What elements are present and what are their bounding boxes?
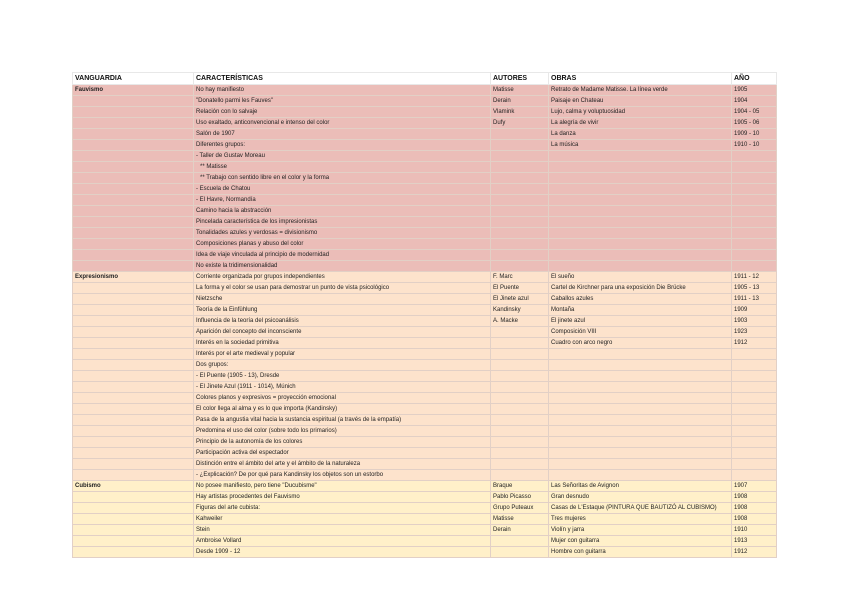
autor-cell: El Puente	[491, 283, 549, 294]
anio-cell	[732, 206, 777, 217]
caracteristica-cell: Pincelada característica de los impresionistas	[194, 217, 491, 228]
vanguardia-cell	[73, 327, 194, 338]
header-anio: AÑO	[732, 73, 777, 85]
obra-cell	[549, 437, 732, 448]
obra-cell: El sueño	[549, 272, 732, 283]
autor-cell	[491, 206, 549, 217]
obra-cell: Mujer con guitarra	[549, 536, 732, 547]
table-row	[73, 129, 777, 140]
vanguardia-cell	[73, 206, 194, 217]
table-row	[73, 470, 777, 481]
anio-cell: 1911 - 12	[732, 272, 777, 283]
obra-cell	[549, 206, 732, 217]
table-row	[73, 206, 777, 217]
obra-cell	[549, 382, 732, 393]
obra-cell: El jinete azul	[549, 316, 732, 327]
autor-cell	[491, 184, 549, 195]
anio-cell: 1908	[732, 514, 777, 525]
anio-cell	[732, 349, 777, 360]
caracteristica-cell: Nietzsche	[194, 294, 491, 305]
caracteristica-cell: Uso exaltado, anticonvencional e intenso del color	[194, 118, 491, 129]
autor-cell	[491, 338, 549, 349]
anio-cell	[732, 371, 777, 382]
vanguardia-cell	[73, 448, 194, 459]
anio-cell: 1911 - 13	[732, 294, 777, 305]
autor-cell: Derain	[491, 96, 549, 107]
vanguardia-cell	[73, 371, 194, 382]
anio-cell: 1912	[732, 338, 777, 349]
autor-cell: F. Marc	[491, 272, 549, 283]
vanguardia-cell	[73, 239, 194, 250]
vanguardia-cell	[73, 426, 194, 437]
vanguardia-cell	[73, 261, 194, 272]
vanguardia-cell	[73, 316, 194, 327]
anio-cell	[732, 250, 777, 261]
caracteristica-cell: Stein	[194, 525, 491, 536]
caracteristica-cell: Diferentes grupos:	[194, 140, 491, 151]
table-row	[73, 371, 777, 382]
anio-cell	[732, 470, 777, 481]
table-row	[73, 173, 777, 184]
caracteristica-cell: Composiciones planas y abuso del color	[194, 239, 491, 250]
anio-cell	[732, 426, 777, 437]
obra-cell	[549, 239, 732, 250]
autor-cell	[491, 129, 549, 140]
table-row	[73, 283, 777, 294]
header-obras: OBRAS	[549, 73, 732, 85]
table-row	[73, 294, 777, 305]
anio-cell	[732, 459, 777, 470]
autor-cell	[491, 239, 549, 250]
caracteristica-cell: Relación con lo salvaje	[194, 107, 491, 118]
anio-cell	[732, 360, 777, 371]
vanguardia-cell	[73, 470, 194, 481]
caracteristica-cell: Camino hacia la abstracción	[194, 206, 491, 217]
caracteristica-cell: El color llega al alma y es lo que importa (Kandinsky)	[194, 404, 491, 415]
vanguardia-cell	[73, 151, 194, 162]
caracteristica-cell: Interés en la sociedad primitiva	[194, 338, 491, 349]
anio-cell: 1909 - 10	[732, 129, 777, 140]
autor-cell	[491, 470, 549, 481]
anio-cell	[732, 437, 777, 448]
vanguardia-cell	[73, 140, 194, 151]
autor-cell: Vlamink	[491, 107, 549, 118]
anio-cell	[732, 162, 777, 173]
autor-cell	[491, 195, 549, 206]
vanguardia-cell	[73, 415, 194, 426]
table-row	[73, 459, 777, 470]
caracteristica-cell: "Donatello parmi les Fauves"	[194, 96, 491, 107]
table-row	[73, 448, 777, 459]
autor-cell	[491, 217, 549, 228]
autor-cell: Dufy	[491, 118, 549, 129]
caracteristica-cell: Figuras del arte cubista:	[194, 503, 491, 514]
vanguardia-cell	[73, 492, 194, 503]
autor-cell: Matisse	[491, 514, 549, 525]
table-row	[73, 393, 777, 404]
table-row	[73, 217, 777, 228]
caracteristica-cell: Aparición del concepto del inconsciente	[194, 327, 491, 338]
vanguardia-cell	[73, 129, 194, 140]
table-row	[73, 437, 777, 448]
caracteristica-cell: - Taller de Gustav Moreau	[194, 151, 491, 162]
vanguardia-cell	[73, 393, 194, 404]
anio-cell: 1910	[732, 525, 777, 536]
obra-cell: Hombre con guitarra	[549, 547, 732, 558]
anio-cell: 1912	[732, 547, 777, 558]
obra-cell	[549, 162, 732, 173]
obra-cell	[549, 459, 732, 470]
obra-cell	[549, 195, 732, 206]
autor-cell: Pablo Picasso	[491, 492, 549, 503]
vanguardia-cell	[73, 184, 194, 195]
vanguardia-cell	[73, 360, 194, 371]
vanguardia-cell: Fauvismo	[73, 85, 194, 96]
anio-cell	[732, 448, 777, 459]
caracteristica-cell: Tonalidades azules y verdosas = divisionismo	[194, 228, 491, 239]
autor-cell	[491, 426, 549, 437]
anio-cell	[732, 195, 777, 206]
table-row	[73, 327, 777, 338]
obra-cell	[549, 426, 732, 437]
caracteristica-cell: ** Trabajo con sentido libre en el color y la forma	[194, 173, 491, 184]
obra-cell: Composición VIII	[549, 327, 732, 338]
header-vanguardia: VANGUARDIA	[73, 73, 194, 85]
autor-cell	[491, 261, 549, 272]
obra-cell: Cartel de Kirchner para una exposición Die Brücke	[549, 283, 732, 294]
table-row	[73, 195, 777, 206]
vanguardia-cell	[73, 305, 194, 316]
obra-cell: Retrato de Madame Matisse. La línea verde	[549, 85, 732, 96]
header-row	[73, 73, 777, 85]
vanguardia-cell	[73, 459, 194, 470]
autor-cell: El Jinete azul	[491, 294, 549, 305]
caracteristica-cell: Colores planos y expresivos = proyección emocional	[194, 393, 491, 404]
obra-cell	[549, 349, 732, 360]
autor-cell	[491, 415, 549, 426]
vanguardia-cell	[73, 404, 194, 415]
obra-cell: Montaña	[549, 305, 732, 316]
obra-cell: La danza	[549, 129, 732, 140]
vanguardia-cell	[73, 536, 194, 547]
vanguardia-cell	[73, 118, 194, 129]
anio-cell: 1908	[732, 503, 777, 514]
table-row	[73, 349, 777, 360]
table-row	[73, 272, 777, 283]
table-row	[73, 96, 777, 107]
table-row	[73, 107, 777, 118]
autor-cell	[491, 382, 549, 393]
obra-cell	[549, 228, 732, 239]
caracteristica-cell: - Escuela de Chatou	[194, 184, 491, 195]
table-row	[73, 426, 777, 437]
caracteristica-cell: - ¿Explicación? De por qué para Kandinsky los objetos son un estorbo	[194, 470, 491, 481]
obra-cell	[549, 470, 732, 481]
autor-cell	[491, 250, 549, 261]
vanguardia-cell	[73, 437, 194, 448]
vanguardia-cell	[73, 503, 194, 514]
table-row	[73, 525, 777, 536]
anio-cell	[732, 217, 777, 228]
anio-cell	[732, 393, 777, 404]
obra-cell	[549, 360, 732, 371]
header-autores: AUTORES	[491, 73, 549, 85]
vanguardia-cell	[73, 547, 194, 558]
table-row	[73, 162, 777, 173]
anio-cell	[732, 173, 777, 184]
caracteristica-cell: Idea de viaje vinculada al principio de modernidad	[194, 250, 491, 261]
table-body	[73, 85, 777, 558]
table-row	[73, 239, 777, 250]
obra-cell: Paisaje en Chateau	[549, 96, 732, 107]
table-row	[73, 503, 777, 514]
autor-cell	[491, 536, 549, 547]
anio-cell: 1909	[732, 305, 777, 316]
anio-cell	[732, 151, 777, 162]
table-row	[73, 536, 777, 547]
obra-cell: Lujo, calma y voluptuosidad	[549, 107, 732, 118]
vanguardia-cell	[73, 217, 194, 228]
caracteristica-cell: Corriente organizada por grupos independientes	[194, 272, 491, 283]
obra-cell	[549, 261, 732, 272]
vanguardia-cell	[73, 107, 194, 118]
anio-cell: 1905	[732, 85, 777, 96]
vanguardia-cell: Cubismo	[73, 481, 194, 492]
obra-cell	[549, 173, 732, 184]
anio-cell	[732, 184, 777, 195]
vanguardia-cell	[73, 382, 194, 393]
vanguardia-cell	[73, 162, 194, 173]
obra-cell: La música	[549, 140, 732, 151]
anio-cell	[732, 404, 777, 415]
autor-cell	[491, 162, 549, 173]
obra-cell	[549, 393, 732, 404]
vanguardia-cell	[73, 349, 194, 360]
obra-cell	[549, 217, 732, 228]
table-row	[73, 184, 777, 195]
caracteristica-cell: Ambroise Vollard	[194, 536, 491, 547]
caracteristica-cell: - El Puente (1905 - 13), Dresde	[194, 371, 491, 382]
obra-cell	[549, 404, 732, 415]
autor-cell: Kandinsky	[491, 305, 549, 316]
vanguardia-cell: Expresionismo	[73, 272, 194, 283]
caracteristica-cell: Distinción entre el ámbito del arte y el ámbito de la naturaleza	[194, 459, 491, 470]
autor-cell	[491, 448, 549, 459]
anio-cell	[732, 382, 777, 393]
autor-cell	[491, 228, 549, 239]
caracteristica-cell: Participación activa del espectador	[194, 448, 491, 459]
autor-cell	[491, 173, 549, 184]
anio-cell: 1908	[732, 492, 777, 503]
table-row	[73, 250, 777, 261]
autor-cell	[491, 371, 549, 382]
autor-cell	[491, 547, 549, 558]
table-row	[73, 118, 777, 129]
anio-cell: 1923	[732, 327, 777, 338]
table-row	[73, 338, 777, 349]
caracteristica-cell: Salón de 1907	[194, 129, 491, 140]
caracteristica-cell: Principio de la autonomía de los colores	[194, 437, 491, 448]
art-movements-table	[72, 72, 777, 558]
table-row	[73, 316, 777, 327]
vanguardia-cell	[73, 514, 194, 525]
caracteristica-cell: Interés por el arte medieval y popular	[194, 349, 491, 360]
obra-cell	[549, 371, 732, 382]
obra-cell: Gran desnudo	[549, 492, 732, 503]
autor-cell: Derain	[491, 525, 549, 536]
obra-cell: Cuadro con arco negro	[549, 338, 732, 349]
anio-cell	[732, 239, 777, 250]
anio-cell: 1905 - 06	[732, 118, 777, 129]
vanguardia-cell	[73, 250, 194, 261]
table-row	[73, 514, 777, 525]
obra-cell	[549, 184, 732, 195]
vanguardia-cell	[73, 525, 194, 536]
vanguardia-cell	[73, 228, 194, 239]
caracteristica-cell: La forma y el color se usan para demostrar un punto de vista psicológico	[194, 283, 491, 294]
table-row	[73, 492, 777, 503]
autor-cell	[491, 393, 549, 404]
autor-cell	[491, 437, 549, 448]
table-row	[73, 547, 777, 558]
caracteristica-cell: Hay artistas procedentes del Fauvismo	[194, 492, 491, 503]
table-row	[73, 151, 777, 162]
table-row	[73, 382, 777, 393]
obra-cell: Las Señoritas de Avignon	[549, 481, 732, 492]
anio-cell: 1904	[732, 96, 777, 107]
table-row	[73, 261, 777, 272]
table-row	[73, 415, 777, 426]
autor-cell	[491, 140, 549, 151]
caracteristica-cell: Influencia de la teoría del psicoanálisis	[194, 316, 491, 327]
table-row	[73, 228, 777, 239]
autor-cell: Grupo Puteaux	[491, 503, 549, 514]
anio-cell: 1903	[732, 316, 777, 327]
caracteristica-cell: ** Matisse	[194, 162, 491, 173]
caracteristica-cell: No hay manifiesto	[194, 85, 491, 96]
caracteristica-cell: Teoría de la Einfühlung	[194, 305, 491, 316]
anio-cell: 1905 - 13	[732, 283, 777, 294]
anio-cell: 1913	[732, 536, 777, 547]
autor-cell: Matisse	[491, 85, 549, 96]
header-caracteristicas: CARACTERÍSTICAS	[194, 73, 491, 85]
anio-cell: 1904 - 05	[732, 107, 777, 118]
anio-cell	[732, 228, 777, 239]
vanguardia-cell	[73, 294, 194, 305]
autor-cell	[491, 360, 549, 371]
caracteristica-cell: Pasa de la angustia vital hacia la sustancia espiritual (a través de la empatía)	[194, 415, 491, 426]
autor-cell	[491, 327, 549, 338]
caracteristica-cell: Predomina el uso del color (sobre todo los primarios)	[194, 426, 491, 437]
autor-cell: A. Macke	[491, 316, 549, 327]
obra-cell: Caballos azules	[549, 294, 732, 305]
vanguardia-cell	[73, 173, 194, 184]
table-row	[73, 360, 777, 371]
anio-cell: 1910 - 10	[732, 140, 777, 151]
obra-cell: La alegría de vivir	[549, 118, 732, 129]
table-row	[73, 481, 777, 492]
anio-cell	[732, 415, 777, 426]
autor-cell: Braque	[491, 481, 549, 492]
autor-cell	[491, 459, 549, 470]
table-row	[73, 140, 777, 151]
obra-cell: Casas de L'Estaque (PINTURA QUE BAUTIZÓ AL CUBISMO)	[549, 503, 732, 514]
anio-cell	[732, 261, 777, 272]
caracteristica-cell: Dos grupos:	[194, 360, 491, 371]
obra-cell	[549, 415, 732, 426]
vanguardia-cell	[73, 283, 194, 294]
caracteristica-cell: Desde 1909 - 12	[194, 547, 491, 558]
vanguardia-cell	[73, 338, 194, 349]
caracteristica-cell: - El Havre, Normandía	[194, 195, 491, 206]
autor-cell	[491, 349, 549, 360]
obra-cell	[549, 448, 732, 459]
obra-cell	[549, 151, 732, 162]
caracteristica-cell: No posee manifiesto, pero tiene "Ducubisme"	[194, 481, 491, 492]
caracteristica-cell: Kahweiler	[194, 514, 491, 525]
vanguardia-cell	[73, 96, 194, 107]
table-row	[73, 85, 777, 96]
table-row	[73, 305, 777, 316]
autor-cell	[491, 404, 549, 415]
caracteristica-cell: - El Jinete Azul (1911 - 1014), Múnich	[194, 382, 491, 393]
obra-cell: Tres mujeres	[549, 514, 732, 525]
autor-cell	[491, 151, 549, 162]
anio-cell: 1907	[732, 481, 777, 492]
caracteristica-cell: No existe la tridimensionalidad	[194, 261, 491, 272]
vanguardia-cell	[73, 195, 194, 206]
obra-cell	[549, 250, 732, 261]
table-row	[73, 404, 777, 415]
obra-cell: Violín y jarra	[549, 525, 732, 536]
